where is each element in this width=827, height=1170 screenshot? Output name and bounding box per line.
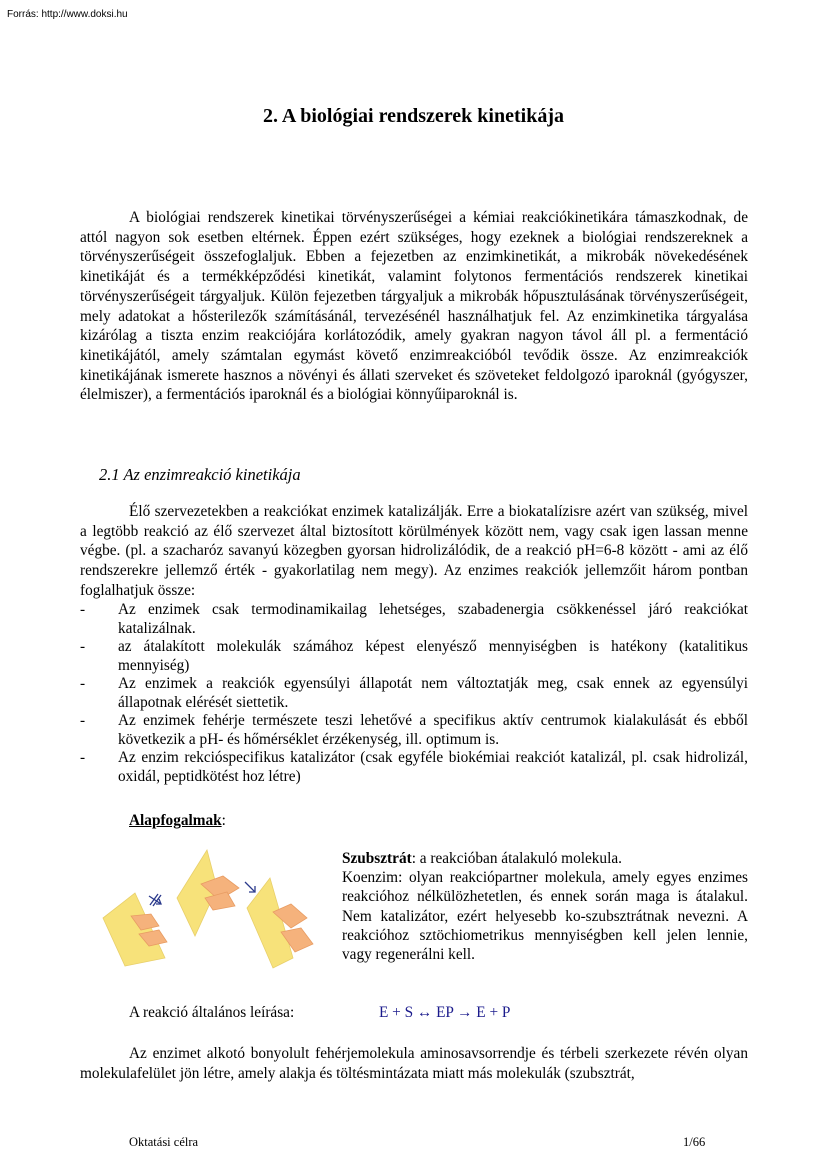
list-item-text: Az enzimek fehérje természete teszi lehetővé a specifikus aktív centrumok kialakulását és ebből következik a pH- és hőmérséklet érzékenység, ill. optimum is. xyxy=(118,712,748,748)
list-item xyxy=(80,601,748,638)
blocked-arrow-icon xyxy=(149,894,161,906)
closing-paragraph-text: Az enzimet alkotó bonyolult fehérjemolekula aminosavsorrendje és térbeli szerkezete révén olyan molekulafelület jön létre, amely alakja és töltésmintázata miatt más molekulák (szubsztrát, xyxy=(80,1045,748,1082)
enzyme-shape-left xyxy=(103,893,165,966)
list-item-text: az átalakított molekulák számához képest elenyésző mennyiségben is hatékony (katalitikus mennyiség) xyxy=(118,638,748,674)
page-title: 2. A biológiai rendszerek kinetikája xyxy=(263,105,564,127)
list-item-text: Az enzim rekcióspecifikus katalizátor (csak egyféle biokémiai reakciót katalizál, pl. csak hidrolizál, oxidál, peptidkötést hoz létre) xyxy=(118,749,748,785)
enzyme-properties-list xyxy=(80,601,748,786)
bullet-dash: - xyxy=(80,601,86,618)
bullet-dash: - xyxy=(80,638,86,655)
definitions-block xyxy=(342,849,748,964)
bullet-dash: - xyxy=(80,675,86,692)
intro-paragraph xyxy=(80,208,748,405)
list-item-text: Az enzimek csak termodinamikailag lehetséges, szabadenergia csökkenéssel járó reakciókat katalizálnak. xyxy=(118,601,748,637)
alapfogalmak-label: Alapfogalmak xyxy=(129,812,222,829)
section-paragraph xyxy=(80,502,748,601)
list-item xyxy=(80,712,748,749)
list-item-text: Az enzimek a reakciók egyensúlyi állapotát nem változtatják meg, csak ennek az egyensúlyi állapotnak elérését siettetik. xyxy=(118,675,748,711)
page-number: 1/66 xyxy=(683,1135,706,1149)
reaction-label: A reakció általános leírása: xyxy=(129,1004,295,1021)
list-item xyxy=(80,749,748,786)
forward-arrow-icon xyxy=(245,882,255,892)
source-link[interactable]: Forrás: http://www.doksi.hu xyxy=(7,9,128,20)
reaction-equation: E + S ↔ EP → E + P xyxy=(379,1004,511,1021)
enzyme-substrate-figure xyxy=(95,848,335,973)
intro-paragraph-text: A biológiai rendszerek kinetikai törvényszerűségei a kémiai reakciókinetikára támaszkodnak, de attól nagyon sok esetben eltérnek. Éppen ezért szükséges, hogy ezeknek a biológiai rendszereknek a törvényszerűségeit összefoglaljuk. Ebben a fejezetben az enzimkinetikát, a mikrobák növekedésének kinetikáját és a termékképződési kinetikát, valamint folytonos fermentációs rendszerek kinetikai törvényszerűségeit tárgyaljuk. Külön fejezetben tárgyaljuk a mikrobák hőpusztulásának törvényszerűségeit, mely adatokat a hősterilezők számításánál, tervezésénél használhatjuk fel. Az enzimkinetika tárgyalása kizárólag a tiszta enzim reakciójára korlátozódik, amely gyakran nagyon távol áll pl. a fermentáció kinetikájától, amely számtalan egymást követő enzimreakcióból tevődik össze. Az enzimreakciók kinetikájának ismerete hasznos a növényi és állati szerveket és szöveteket feldolgozó iparoknál (gyógyszer, élelmiszer), a fermentációs iparoknál és a biológiai könnyűiparoknál is. xyxy=(80,209,748,404)
section-heading: 2.1 Az enzimreakció kinetikája xyxy=(99,465,301,484)
bullet-dash: - xyxy=(80,749,86,766)
substrate-term: Szubsztrát xyxy=(342,850,412,867)
footer-note: Oktatási célra xyxy=(129,1135,199,1149)
substrate-definition: : a reakcióban átalakuló molekula. xyxy=(411,850,622,867)
list-item xyxy=(80,675,748,712)
list-item xyxy=(80,638,748,675)
section-paragraph-text: Élő szervezetekben a reakciókat enzimek katalizálják. Erre a biokatalízisre azért van szükség, mivel a legtöbb reakció az élő szervezet által biztosított körülmények között nem, vagy csak igen lassan menne végbe. (pl. a szacharóz savanyú közegben gyorsan hidrolizálódik, de a reakció pH=6-8 között - ami az élő rendszerekre jellemző érték - gyakorlatilag nem megy). Az enzimes reakciók jellemzőit három pontban foglalhatjuk össze: xyxy=(80,503,748,599)
alapfogalmak-colon: : xyxy=(221,812,226,829)
alapfogalmak-heading xyxy=(129,812,226,830)
coenzyme-definition: Koenzim: olyan reakciópartner molekula, amely egyes enzimes reakcióhoz nélkülözhetetlen, és ennek során maga is átalakul. Nem katalizátor, ezért helyesebb ko-szubsztrátnak nevezni. A reakcióhoz sztöchiometrikus mennyiségben kell jelen lennie, vagy regenerálni kell. xyxy=(342,869,748,964)
closing-paragraph xyxy=(80,1044,748,1083)
bullet-dash: - xyxy=(80,712,86,729)
